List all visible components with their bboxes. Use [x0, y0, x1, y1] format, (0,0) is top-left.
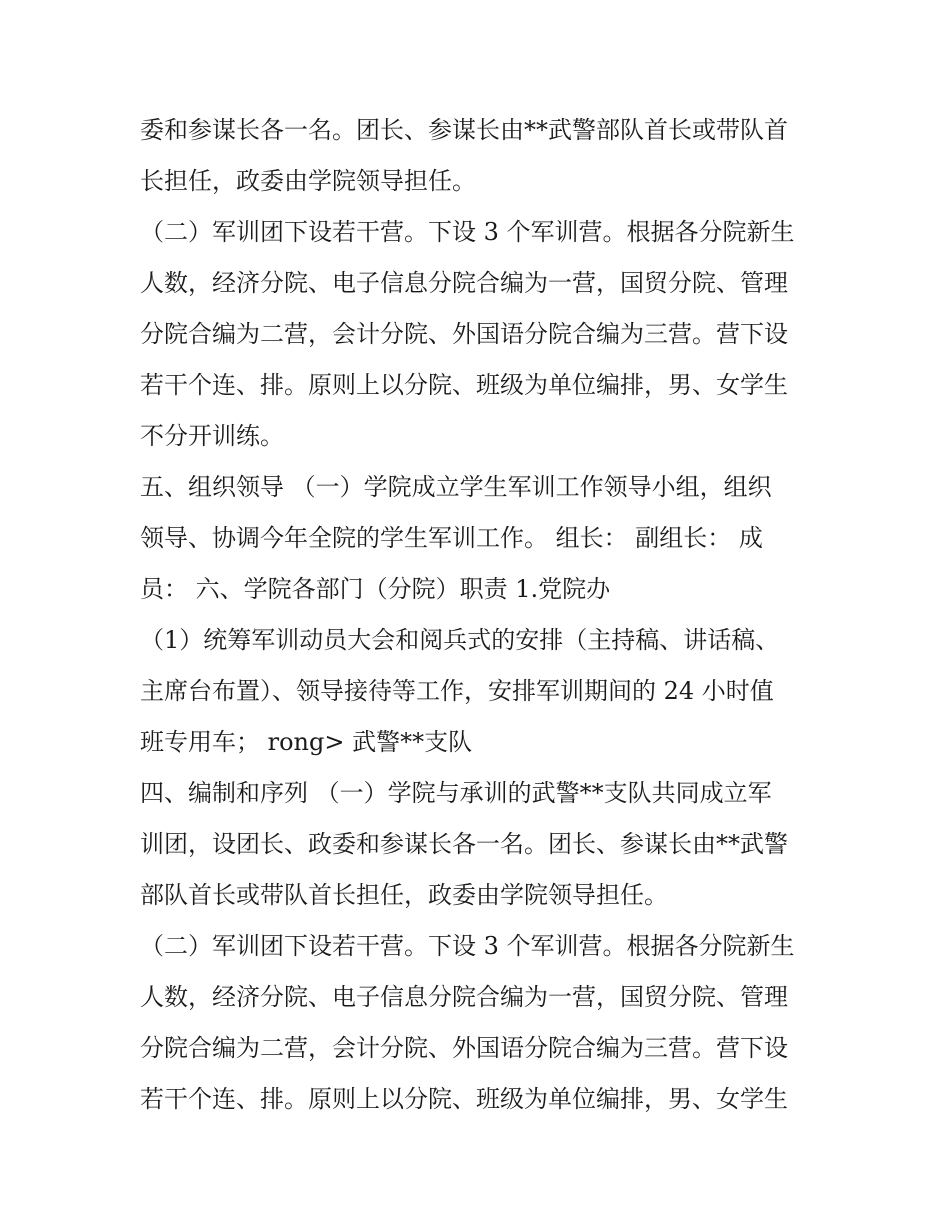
- text-line: 委和参谋长各一名。团长、参谋长由**武警部队首长或带队首: [140, 116, 788, 144]
- text-line: 部队首长或带队首长担任，政委由学院领导担任。: [140, 881, 668, 909]
- text-line: 人数，经济分院、电子信息分院合编为一营，国贸分院、管理: [140, 983, 788, 1011]
- body-text: [140, 105, 820, 1125]
- text-line: 五、组织领导 （一）学院成立学生军训工作领导小组，组织: [140, 473, 772, 501]
- text-line: 若干个连、排。原则上以分院、班级为单位编排，男、女学生: [140, 371, 788, 399]
- text-line: 人数，经济分院、电子信息分院合编为一营，国贸分院、管理: [140, 269, 788, 297]
- text-line: 领导、协调今年全院的学生军训工作。 组长： 副组长： 成: [140, 524, 763, 552]
- text-line: 四、编制和序列 （一）学院与承训的武警**支队共同成立军: [140, 779, 772, 807]
- text-line: 分院合编为二营，会计分院、外国语分院合编为三营。营下设: [140, 1034, 788, 1062]
- text-line: （1）统筹军训动员大会和阅兵式的安排（主持稿、讲话稿、: [140, 626, 780, 654]
- text-line: 主席台布置）、领导接待等工作，安排军训期间的 24 小时值: [140, 677, 774, 705]
- text-line: 不分开训练。: [140, 422, 284, 450]
- text-line: 班专用车； rong> 武警**支队: [140, 728, 473, 756]
- text-line: 员： 六、学院各部门（分院）职责 1.党院办: [140, 575, 611, 603]
- text-line: （二）军训团下设若干营。下设 3 个军训营。根据各分院新生: [140, 932, 795, 960]
- text-line: 训团，设团长、政委和参谋长各一名。团长、参谋长由**武警: [140, 830, 788, 858]
- text-line: 长担任，政委由学院领导担任。: [140, 167, 476, 195]
- text-line: 若干个连、排。原则上以分院、班级为单位编排，男、女学生: [140, 1085, 788, 1113]
- text-line: （二）军训团下设若干营。下设 3 个军训营。根据各分院新生: [140, 218, 795, 246]
- text-line: 分院合编为二营，会计分院、外国语分院合编为三营。营下设: [140, 320, 788, 348]
